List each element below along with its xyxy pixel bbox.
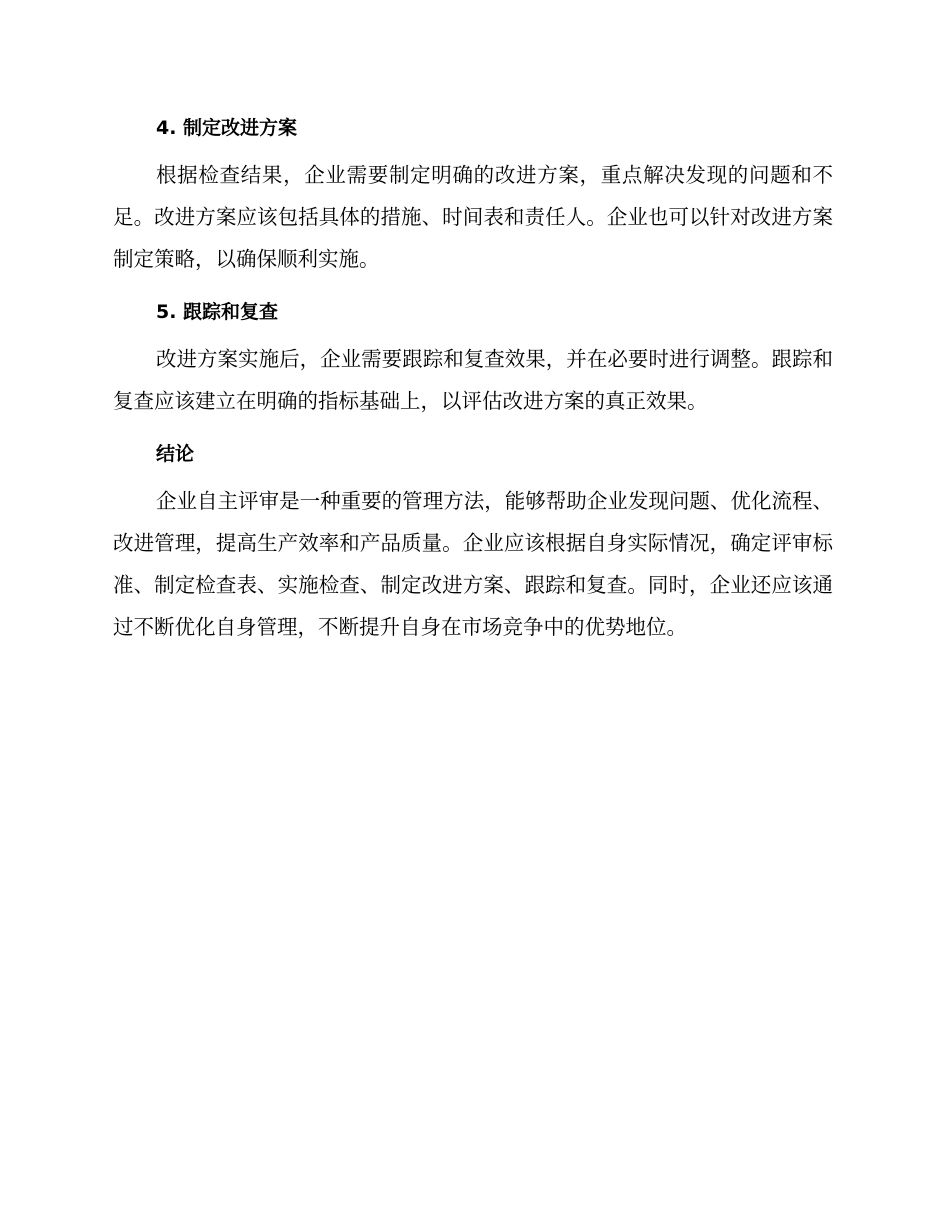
- section-heading-improvement-plan: 4. 制定改进方案: [156, 117, 298, 139]
- section-paragraph-tracking-review: 改进方案实施后，企业需要跟踪和复查效果，并在必要时进行调整。跟踪和复查应该建立在明确的指标基础上，以评估改进方案的真正效果。: [113, 347, 833, 413]
- section-paragraph-conclusion: 企业自主评审是一种重要的管理方法，能够帮助企业发现问题、优化流程、改进管理，提高生产效率和产品质量。企业应该根据自身实际情况，确定评审标准、制定检查表、实施检查、制定改进方案、跟踪和复查。同时，企业还应该通过不断优化自身管理，不断提升自身在市场竞争中的优势地位。: [113, 489, 833, 639]
- document-page: [113, 108, 833, 660]
- section-heading-tracking-review: 5. 跟踪和复查: [156, 301, 279, 323]
- section-paragraph-improvement-plan: 根据检查结果，企业需要制定明确的改进方案，重点解决发现的问题和不足。改进方案应该包括具体的措施、时间表和责任人。企业也可以针对改进方案制定策略，以确保顺利实施。: [113, 163, 833, 271]
- section-heading-conclusion: 结论: [156, 443, 195, 465]
